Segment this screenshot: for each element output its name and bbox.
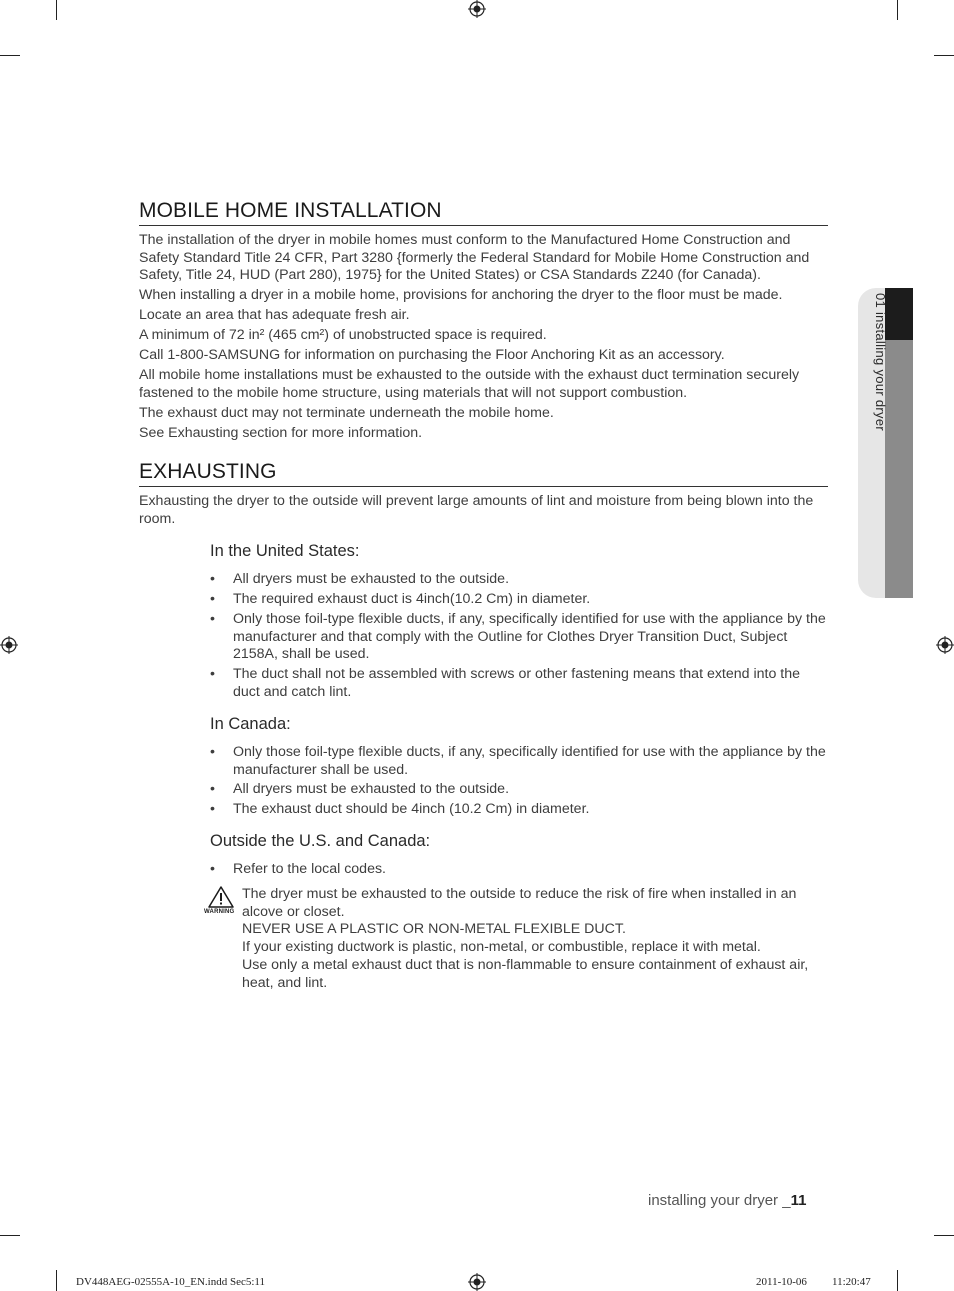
page-footer [648,1192,806,1209]
slug-time: 11:20:47 [832,1276,871,1288]
paragraph: The exhaust duct may not terminate underneath the mobile home. [139,405,554,421]
bullet-icon: • [210,744,215,760]
section-heading-exhausting: EXHAUSTING [139,460,828,487]
warning-triangle-icon [208,886,234,908]
paragraph: A minimum of 72 in² (465 cm²) of unobstructed space is required. [139,327,547,343]
crop-mark [0,1235,20,1236]
warning-text: If your existing ductwork is plastic, non-metal, or combustible, replace it with metal. [242,939,761,955]
list-item [210,744,829,779]
list-item [210,666,829,701]
list-item-text: All dryers must be exhausted to the outside. [233,571,510,587]
list-item [210,801,829,819]
list-item-text: Only those foil-type flexible ducts, if any, specifically identified for use with the appliance by the manufacturer shall be used. [233,744,826,778]
warning-text: NEVER USE A PLASTIC OR NON-METAL FLEXIBLE DUCT. [242,921,626,937]
list-item [210,861,829,879]
list-item-text: Refer to the local codes. [233,861,386,877]
paragraph: See Exhausting section for more information. [139,425,423,441]
paragraph: Locate an area that has adequate fresh air. [139,307,410,323]
list-item [210,571,829,589]
crop-mark [934,55,954,56]
bullet-icon: • [210,611,215,627]
list-item [210,611,829,664]
bullet-icon: • [210,781,215,797]
section-heading-mobile-home: MOBILE HOME INSTALLATION [139,199,828,226]
paragraph: Call 1-800-SAMSUNG for information on purchasing the Floor Anchoring Kit as an accessory. [139,347,725,363]
bullet-icon: • [210,591,215,607]
registration-mark-icon [0,636,18,654]
list-item-text: The duct shall not be assembled with screws or other fastening means that extend into the duct and catch lint. [233,666,801,700]
chapter-tab-label: 01 installing your dryer [873,293,888,431]
subheading-united-states: In the United States: [210,542,360,560]
list-item-text: The required exhaust duct is 4inch(10.2 Cm) in diameter. [233,591,591,607]
crop-mark [0,55,20,56]
exhausting-intro: Exhausting the dryer to the outside will prevent large amounts of lint and moisture from being blown into the room. [139,493,814,527]
crop-mark [56,0,57,20]
paragraph: The installation of the dryer in mobile homes must conform to the Manufactured Home Construction and Safety Standard Title 24 CFR, Part 3280 {formerly the Federal Standard for Mobile Home Construction and Safety, Title 24, HUD (Part 280), 1975} for the United States) or CSA Standards Z240 (for Canada). [139,232,810,284]
registration-mark-icon [468,0,486,18]
subheading-outside: Outside the U.S. and Canada: [210,832,431,850]
bullet-icon: • [210,666,215,682]
bullet-icon: • [210,861,215,877]
slug-filename: DV448AEG-02555A-10_EN.indd Sec5:11 [76,1276,266,1288]
crop-mark [897,1270,898,1291]
paragraph: When installing a dryer in a mobile home, provisions for anchoring the dryer to the floor must be made. [139,287,783,303]
registration-mark-icon [936,636,954,654]
warning-text: The dryer must be exhausted to the outside to reduce the risk of fire when installed in an alcove or closet. [242,886,797,920]
bullet-icon: • [210,571,215,587]
list-item-text: All dryers must be exhausted to the outside. [233,781,510,797]
footer-section-text: installing your dryer _ [648,1192,791,1209]
registration-mark-icon [468,1273,486,1291]
list-item-text: Only those foil-type flexible ducts, if any, specifically identified for use with the appliance by the manufacturer and that comply with the Outline for Clothes Dryer Transition Duct, Subject 2158A, shall be used. [233,611,826,663]
page-number: 11 [790,1192,807,1209]
bullet-icon: • [210,801,215,817]
list-item [210,591,829,609]
slug-date: 2011-10-06 [756,1276,807,1288]
crop-mark [934,1235,954,1236]
list-item-text: The exhaust duct should be 4inch (10.2 Cm) in diameter. [233,801,590,817]
list-item [210,781,829,799]
crop-mark [897,0,898,20]
warning-text: Use only a metal exhaust duct that is non-flammable to ensure containment of exhaust air, heat, and lint. [242,957,809,991]
warning-label: WARNING [204,909,235,915]
paragraph: All mobile home installations must be exhausted to the outside with the exhaust duct termination securely fastened to the mobile home structure, using materials that will not support combustion. [139,367,800,401]
chapter-tab-cap [885,288,913,340]
crop-mark [56,1270,57,1291]
subheading-canada: In Canada: [210,715,291,733]
